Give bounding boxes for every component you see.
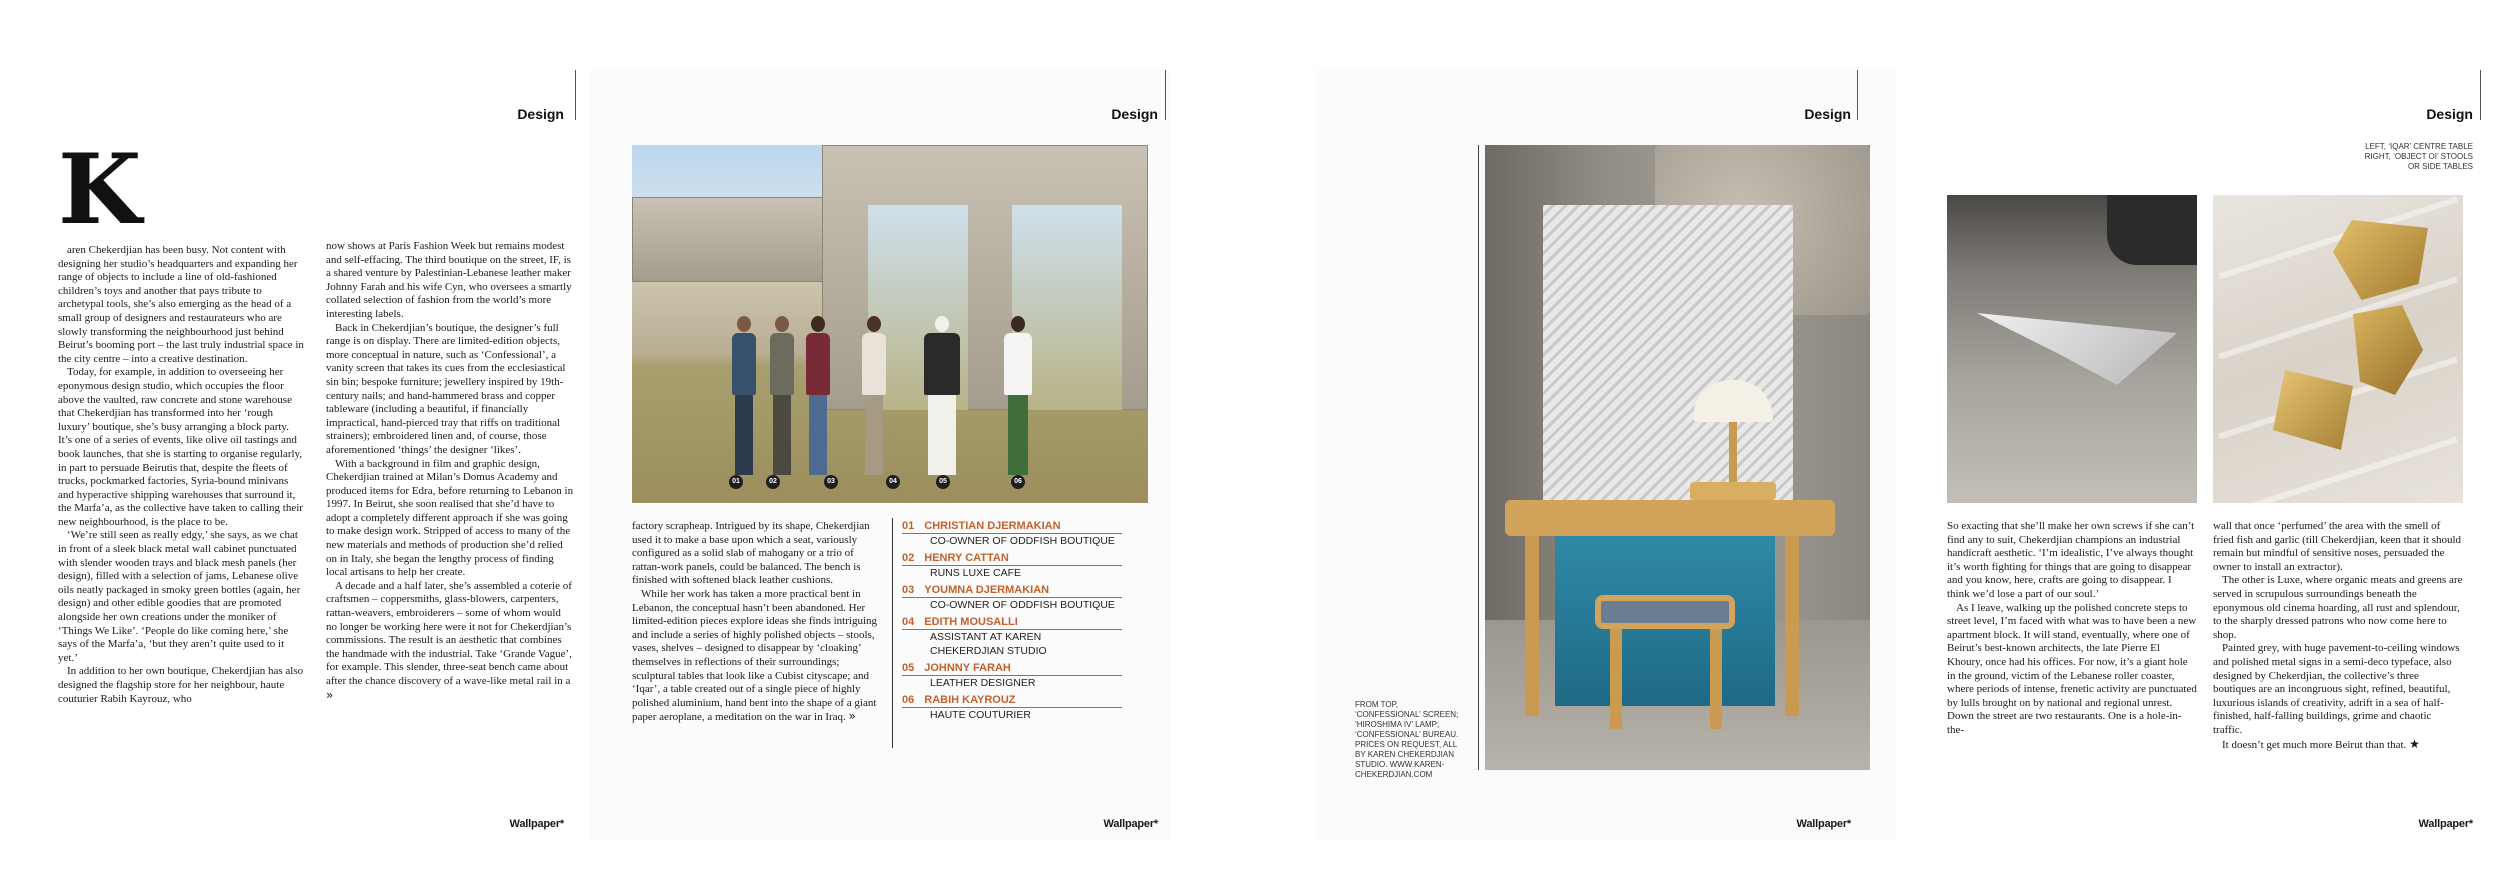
caption-divider — [1478, 145, 1479, 770]
credit-name: RABIH KAYROUZ — [924, 694, 1016, 706]
paragraph: Back in Chekerdjian’s boutique, the designer’s full range is on display. There are limited-edition objects, more conceptual in nature, such as ‘Confessional’, a vanity screen that takes its cues from the ecclesiastical sin bin; bespoke furniture; jewellery inspired by 19th-century nails; and hand-hammered brass and copper tableware (including a beautiful, if financially impractical, hand-pierced tray that riffs on traditional strainers); embroidered linen and, of course, those aforementioned ‘things’ the designer ‘likes’. — [326, 321, 566, 456]
folio: Wallpaper* — [1796, 818, 1851, 830]
header-rule — [575, 70, 576, 120]
person-06 — [1004, 316, 1032, 475]
article-column-5 — [2213, 520, 2463, 752]
credit-role: CO-OWNER OF ODDFISH BOUTIQUE — [930, 599, 1115, 611]
credit-number: 01 — [902, 520, 915, 532]
credit-number: 02 — [902, 552, 915, 564]
paragraph: ‘We’re still seen as really edgy,’ she says, as we chat in front of a sleek black metal wall cabinet punctuated with slender wooden trays and black mesh panels (her design), filled with a selection of jams, Lebanese olive oils neatly packaged in smoky green bottles (again, her design) and other edible goodies that are promoted alongside her own creations under the moniker of ‘Things We Like’. ‘People do like coming here,’ she says of the Marfa’a, ‘but they aren’t quite used to it yet.’ — [58, 529, 301, 664]
credit-item — [902, 552, 1122, 580]
paragraph: With a background in film and graphic design, Chekerdjian trained at Milan’s Domus Academy and produced items for Edra, before returning to Lebanon in 1997. In Beirut, she soon realised that she’d have to adopt a completely different approach if she was going to make design work. Stripped of access to many of the new materials and methods of production she’d relied on in Italy, she began the lengthy process of finding local artisans to help her create. — [326, 457, 574, 579]
credit-role: LEATHER DESIGNER — [930, 677, 1036, 689]
header-rule — [2480, 70, 2481, 120]
credit-item — [902, 616, 1122, 658]
credit-role: ASSISTANT AT KAREN — [930, 631, 1042, 643]
credit-name: JOHNNY FARAH — [924, 662, 1011, 674]
page-3 — [1315, 70, 1895, 840]
lamp-base — [1690, 482, 1776, 500]
paragraph — [632, 588, 880, 725]
credit-item — [902, 584, 1122, 612]
credit-number: 05 — [902, 662, 915, 674]
header-rule — [1165, 70, 1166, 120]
person-04 — [862, 316, 886, 475]
paragraph: As I leave, walking up the polished concrete steps to street level, I’m faced with what was to have been a new apartment block. It will stand, eventually, where one of Beirut’s best-known architects, the late Pierre El Khoury, once had his offices. For now, it’s a giant hole in the ground, victim of the Lebanese roller coaster, where periods of intense, frenetic activity are punctuated by lulls brought on by national and regional unrest. Down the street are two restaurants. One is a hole-in-the- — [1947, 601, 2197, 736]
photo-marker: 05 — [936, 475, 950, 489]
photo-marker: 04 — [886, 475, 900, 489]
person-05 — [924, 316, 960, 475]
brass-stool — [2333, 220, 2428, 300]
section-label: Design — [1804, 106, 1851, 122]
paragraph: factory scrapheap. Intrigued by its shape, Chekerdjian used it to make a base upon which a seat, variously configured as a solid slab of mahogany or a trio of rattan-work panels, could be balanced. The bench is finished with softened black leather cushions. — [632, 520, 870, 587]
page-1 — [0, 70, 580, 840]
folio: Wallpaper* — [509, 818, 564, 830]
credit-item — [902, 662, 1122, 690]
stools-photo — [2213, 195, 2463, 503]
paragraph: wall that once ‘perfumed’ the area with the smell of fried fish and garlic (till Chekerdjian, keen that it should remain but mindful of sensitive noses, persuaded the owner to install an extractor). — [2213, 520, 2462, 573]
stool-leg — [1610, 629, 1622, 729]
article-column-2 — [326, 240, 574, 703]
paragraph — [2213, 738, 2463, 753]
person-02 — [770, 316, 794, 475]
desk-photo — [1485, 145, 1870, 770]
paragraph: Painted grey, with huge pavement-to-ceiling windows and polished metal signs in a semi-deco typeface, also designed by Chekerdjian, the collective’s three boutiques are an incongruous sight, refined, beautiful, luxurious islands of creativity, adrift in a sea of half-finished, half-falling buildings, grime and chaotic traffic. — [2213, 642, 2460, 736]
page-4 — [1905, 70, 2485, 840]
spread-1 — [0, 70, 1185, 840]
spread-2 — [1315, 70, 2500, 840]
page-2 — [590, 70, 1170, 840]
credit-item — [902, 520, 1122, 548]
dropcap: K — [58, 133, 138, 246]
section-label: Design — [1111, 106, 1158, 122]
credit-role: HAUTE COUTURIER — [930, 709, 1031, 721]
article-column-4 — [1947, 520, 2197, 738]
folio: Wallpaper* — [1103, 818, 1158, 830]
paragraph: The other is Luxe, where organic meats and greens are served in scrupulous surroundings beneath the eponymous old cinema hoarding, all rust and splendour, to the sharply dressed patrons who now come here to shop. — [2213, 574, 2463, 641]
paragraph: now shows at Paris Fashion Week but remains modest and self-effacing. The third boutique on the street, IF, is a shared venture by Palestinian-Lebanese leather maker Johnny Farah and his wife Cyn, who oversees a smartly collated selection of fashion from the world’s more interesting labels. — [326, 240, 572, 320]
paragraph: A decade and a half later, she’s assembled a coterie of craftsmen – coppersmiths, glass-blowers, carpenters, rattan-weavers, embroiderers – some of whom would no longer be working here were it not for Chekerdjian’s commissions. The result is an aesthetic that combines the handmade with the industrial. Take ‘Grande Vague’, for example. This slender, three-seat bench came about after the chance discovery of a wave-like metal rail in a — [326, 579, 572, 687]
credit-name: EDITH MOUSALLI — [924, 616, 1018, 628]
article-column-3 — [632, 520, 880, 725]
paragraph: In addition to her own boutique, Chekerdjian has also designed the flagship store for her neighbour, haute couturier Rabih Kayrouz, who — [58, 665, 304, 705]
desk-leg — [1525, 536, 1539, 716]
paragraph-text: It doesn’t get much more Beirut than that. — [2222, 738, 2407, 751]
photo-marker: 02 — [766, 475, 780, 489]
photo-marker: 03 — [824, 475, 838, 489]
iqar-table-photo — [1947, 195, 2197, 503]
person-01 — [732, 316, 756, 475]
photo-caption: FROM TOP, ‘CONFESSIONAL’ SCREEN; ‘HIROSHIMA IV’ LAMP; ‘CONFESSIONAL’ BUREAU. PRICES ON REQUEST, ALL BY KAREN CHEKERDJIAN STUDIO. WWW.KAREN-CHEKERDJIAN.COM — [1355, 700, 1459, 779]
photo-credits — [902, 520, 1122, 726]
paragraph-text: While her work has taken a more practical bent in Lebanon, the conceptual hasn’t been abandoned. Her limited-edition pieces explore ideas she finds intriguing and include a series of highly polished objects – stools, vases, shelves – designed to disappear by ‘cloaking’ themselves in reflections of their surroundings; sculptural tables that look like a Cubist cityscape; and ‘Iqar’, a table created out of a single piece of highly polished aluminium, hand bent into the shape of a giant paper aeroplane, a meditation on the war in Iraq. — [632, 587, 877, 724]
end-mark-icon: ★ — [2409, 736, 2420, 751]
folio: Wallpaper* — [2418, 818, 2473, 830]
continue-mark: » — [848, 709, 856, 724]
credit-number: 03 — [902, 584, 915, 596]
credit-number: 06 — [902, 694, 915, 706]
credit-name: CHRISTIAN DJERMAKIAN — [924, 520, 1061, 532]
paragraph: aren Chekerdjian has been busy. Not content with designing her studio’s headquarters and expanding her range of objects to include a line of old-fashioned children’s toys and another that pays tribute to archetypal tools, she’s also emerging as the head of a small group of designers and restaurateurs who are slowly transforming the neighbourhood just behind Beirut’s booming port – the last truly industrial space in the city centre – into a creative destination. — [58, 244, 304, 365]
car — [2107, 195, 2197, 265]
credit-name: HENRY CATTAN — [924, 552, 1009, 564]
desk-leg — [1785, 536, 1799, 716]
credit-role: CHEKERDJIAN STUDIO — [930, 645, 1047, 657]
confessional-screen — [1543, 205, 1793, 515]
iqar-table — [1977, 305, 2177, 385]
credit-number: 04 — [902, 616, 915, 628]
credit-role: RUNS LUXE CAFE — [930, 567, 1022, 579]
photo-caption: LEFT, ‘IQAR’ CENTRE TABLE RIGHT, ‘OBJECT OI’ STOOLS OR SIDE TABLES — [2364, 142, 2473, 171]
section-label: Design — [2426, 106, 2473, 122]
lamp-stem — [1729, 422, 1737, 482]
paragraph: Today, for example, in addition to overseeing her eponymous design studio, which occupies the floor above the vaulted, raw concrete and stone warehouse that Chekerdjian has transformed into her ‘rough luxury’ boutique, she’s busy arranging a block party. It’s one of a series of events, like olive oil tastings and book launches, that she is starting to organise regularly, in part to persuade Beirutis that, despite the fleets of trucks, pockmarked factories, Syria-bound minivans and hyperactive shipping warehouses that surround it, the Marfa’a, as the collective have taken to calling their new neighbourhood, is the place to be. — [58, 366, 303, 528]
person-03 — [806, 316, 830, 475]
photo-marker: 01 — [729, 475, 743, 489]
credits-divider — [892, 518, 893, 748]
paragraph: So exacting that she’ll make her own screws if she can’t find any to suit, Chekerdjian champions an industrial handicraft aesthetic. ‘I’m idealistic, I’ve always thought it’s worth fighting for things that are going to disappear and you know, here, crafts are going to disappear. I think we’d lose a part of our soul.’ — [1947, 520, 2195, 600]
credit-item — [902, 694, 1122, 722]
desk-top — [1505, 500, 1835, 536]
brass-stool — [2353, 305, 2423, 395]
brass-stool — [2273, 370, 2353, 450]
stool-leg — [1710, 629, 1722, 729]
header-rule — [1857, 70, 1858, 120]
stool-seat — [1595, 595, 1735, 629]
credit-name: YOUMNA DJERMAKIAN — [924, 584, 1050, 596]
group-photo — [632, 145, 1148, 503]
section-label: Design — [517, 106, 564, 122]
article-column-1 — [58, 133, 304, 706]
building-wall — [632, 197, 832, 282]
continue-mark: » — [326, 687, 334, 702]
credit-role: CO-OWNER OF ODDFISH BOUTIQUE — [930, 535, 1115, 547]
photo-marker: 06 — [1011, 475, 1025, 489]
